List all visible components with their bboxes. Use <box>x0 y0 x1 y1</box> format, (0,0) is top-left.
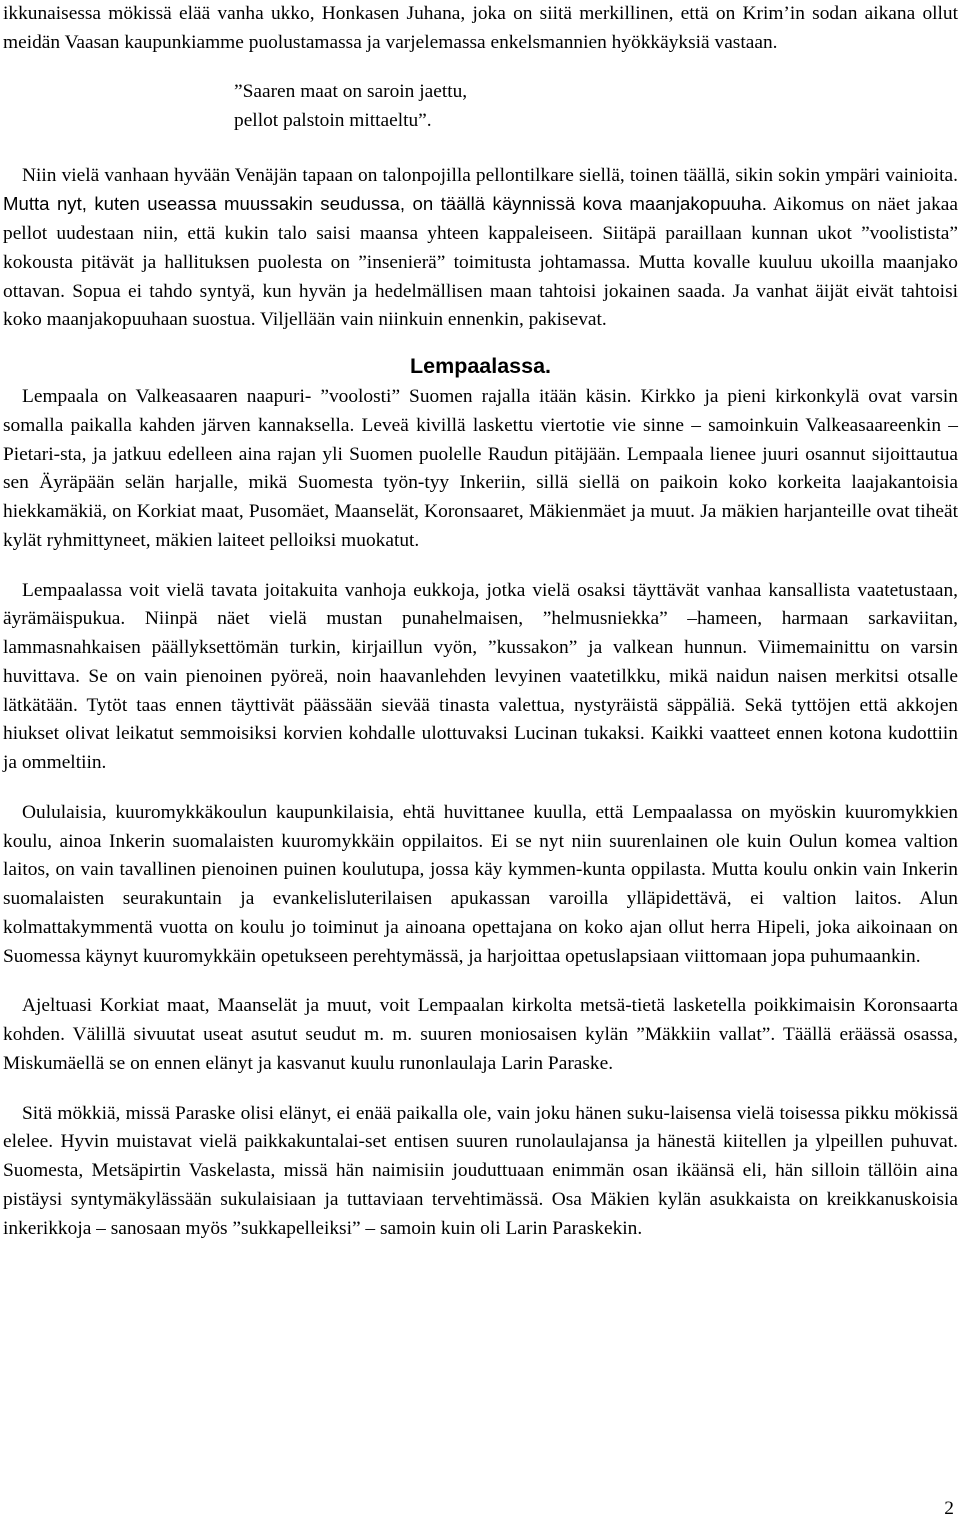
paragraph-maanjako-part-a: Niin vielä vanhaan hyvään Venäjän tapaan on talonpojilla pellontilkare siellä, toinen täällä, sikin sokin ympäri vainioita. <box>22 164 958 186</box>
paragraph-paraske: Sitä mökkiä, missä Paraske olisi elänyt, ei enää paikalla ole, vain joku hänen suku-laisensa vielä toisessa pikku mökissä elelee. Hyvin muistavat vielä paikkakuntalai-set entisen suuren runolaulajansa ja hänestä kiitellen ja ylpeillen puhuvat. Suomesta, Metsäpirtin Vaskelasta, missä hän naimisiin jouduttuaan enimmän osan ikäänsä eli, hän silloin tällöin aina pistäysi syntymäkylässään sukulaisiaan ja tuttaviaan tervehtimässä. Osa Mäkien kylän asukkaista on kreikkanuskoisia inkerikkoja – sanosaan myös ”sukkapelleiksi” – samoin kuin oli Larin Paraskekin. <box>3 1102 958 1239</box>
paragraph-lempaala: Lempaala on Valkeasaaren naapuri- ”voolosti” Suomen rajalla itään käsin. Kirkko ja pieni kirkonkylä ovat varsin somalla paikalla kahden järven kannaksella. Leveä kivillä laskettu viertotie vie sinne – samoinkuin Valkeasaareenkin – Pietari-sta, ja jatkuu edelleen aina rajan yli Suomen puolelle Raudun pitäjään. Lempaala lienee juuri osannut sijoittautua sen Äyräpään selän harjalle, mikä Suomesta työn-tyy Inkeriin, sillä siellä on paikoin koko korkeita laajakantoisia hiekkamäkiä, on Korkiat maat, Pusomäet, Maanselät, Koronsaaret, Mäkienmäet ja muut. Ja mäkien harjanteille ovat tiheät kylät ryhmittyneet, mäkien laiteet pelloiksi muokatut. <box>3 386 958 551</box>
paragraph-maanjako-part-c: Aikomus on näet jakaa pellot uudestaan niin, että kukin talo saisi maansa yhteen kappaleiseen. Siitäpä paraillaan kunnan ukot ”voolistista” kokousta pitävät ja hallituksen puolesta on ”insenierä” toimitusta johtamassa. Mutta kovalle kuuluu ukoilla maanjako ottavan. Sopua ei tahdo syntyä, kun hyvän ja hedelmällisen maan tahtoisi jokainen saada. Ja vanhat äijät eivät tahtoisi koko maanjakopuuhaan suostua. Viljellään vain niinkuin ennenkin, pakisevat. <box>3 194 959 331</box>
paragraph-maanjako-part-b: Mutta nyt, kuten useassa muussakin seudussa, on täällä käynnissä kova maanjakopuuha. <box>3 193 767 215</box>
poem-line-1: ”Saaren maat on saroin jaettu, <box>234 80 468 102</box>
poem-quote <box>234 77 958 135</box>
paragraph-kuuromykkakoulu: Oululaisia, kuuromykkäkoulun kaupunkilaisia, ehtä huvittanee kuulla, että Lempaalassa on myöskin kuuromykkien koulu, ainoa Inkerin suomalaisten kuuromykkäin oppilaitos. Ei se nyt niin suurenlainen ole kuin Oulun komea valtion laitos, on vain tavallinen pienoinen puinen koulutupa, jossa käy kymmen-kunta oppilasta. Mutta koulu onkin vain Inkerin suomalaisten seurakuntain ja evankelisluterilaisen apukassan varoilla ylläpidettävä, ei valtion laitos. Alun kolmattakymmentä vuotta on koulu jo toiminut ja ainoana opettajana on koko ajan ollut herra Hipeli, joka aikoinaan on Suomessa käynyt kuuromykkäin opetukseen perehtymässä, ja harjoittaa opetuslapsiaan viittomaan jopa puhumaankin. <box>3 801 958 967</box>
paragraph-maanjako <box>3 161 958 336</box>
document-page <box>3 0 958 1243</box>
poem-line-2: pellot palstoin mittaeltu”. <box>234 109 432 131</box>
intro-paragraph: ikkunaisessa mökissä elää vanha ukko, Honkasen Juhana, joka on siitä merkillinen, että on Krim’in sodan aikana ollut meidän Vaasan kaupunkiamme puolustamassa ja varjelemassa enkelsmannien hyökkäyksiä vastaan. <box>3 3 958 53</box>
paragraph-vaatetus: Lempaalassa voit vielä tavata joitakuita vanhoja eukkoja, jotka vielä osaksi täyttävät vanhaa kansallista vaatetustaan, äyrämäispukua. Niinpä näet vielä mustan punahelmaisen, ”helmusniekka” –hameen, harmaan sarkaviitan, lammasnahkaisen päällyksettömän turkin, kirjaillun vyön, ”kussakon” ja valkean hunnun. Viimemainittu on varsin huvittava. Se on vain pienoinen pyöreä, noin haavanlehden levyinen vaatetilkku, mikä naidun naisen merkitsi otsalle lätkätään. Tytöt taas ennen täyttivät päässään sievää tinasta valettua, nystyräistä säppäliä. Sekä tyttöjen että akkojen hiukset olivat leikatut semmoisiksi korvien kohdalle ulottuvaksi Lucinan tukaksi. Kaikki vaatteet ennen kotona kudottiin ja ommeltiin. <box>3 579 958 773</box>
page-number: 2 <box>944 1498 954 1519</box>
paragraph-koronsaari: Ajeltuasi Korkiat maat, Maanselät ja muut, voit Lempaalan kirkolta metsä-tietä lasketella poikkimaisin Koronsaarta kohden. Välillä sivuutat useat asutut seudut m. m. suuren moniosaisen kylän ”Mäkkiin vallat”. Täällä eräässä osassa, Miskumäellä se on ennen elänyt ja kasvanut kuulu runonlaulaja Larin Paraske. <box>3 995 958 1074</box>
section-heading: Lempaalassa. <box>409 354 552 378</box>
